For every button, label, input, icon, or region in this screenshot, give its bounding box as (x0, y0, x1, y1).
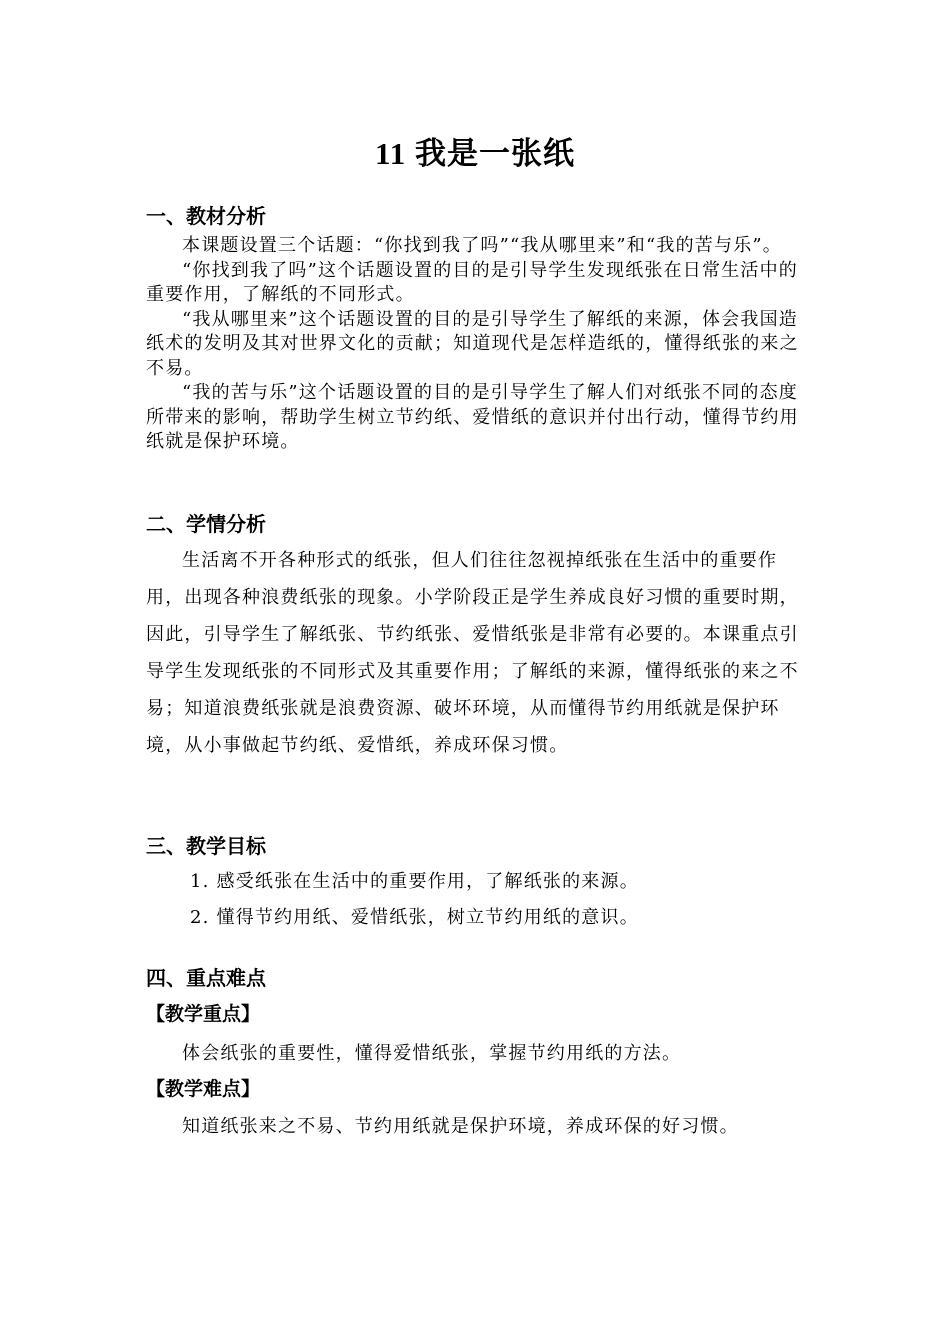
section-body-textbook-analysis (146, 234, 806, 455)
paragraph: “我从哪里来”这个话题设置的目的是引导学生了解纸的来源，体会我国造纸术的发明及其对世界文化的贡献；知道现代是怎样造纸的，懂得纸张的来之不易。 (146, 308, 799, 379)
paragraph: 知道纸张来之不易、节约用纸就是保护环境，养成环保的好习惯。 (182, 1116, 739, 1137)
key-points-body (146, 1036, 806, 1072)
goal-item: 1. 感受纸张在生活中的重要作用，了解纸张的来源。 (190, 871, 639, 892)
difficult-points-body (146, 1108, 806, 1145)
section-body-student-analysis (146, 542, 806, 764)
section-heading-textbook-analysis: 一、教材分析 (146, 204, 266, 228)
section-heading-key-difficult-points: 四、重点难点 (146, 966, 266, 990)
section-body-teaching-goals (146, 864, 806, 936)
paragraph: 体会纸张的重要性，懂得爱惜纸张，掌握节约用纸的方法。 (182, 1043, 682, 1064)
subheading-difficult-points: 【教学难点】 (146, 1078, 261, 1100)
paragraph: “你找到我了吗”这个话题设置的目的是引导学生发现纸张在日常生活中的重要作用，了解纸的不同形式。 (146, 259, 799, 305)
goal-item: 2. 懂得节约用纸、爱惜纸张，树立节约用纸的意识。 (190, 907, 639, 928)
subheading-key-points: 【教学重点】 (146, 1003, 261, 1025)
paragraph: 生活离不开各种形式的纸张，但人们往往忽视掉纸张在生活中的重要作用，出现各种浪费纸张的现象。小学阶段正是学生养成良好习惯的重要时期，因此，引导学生了解纸张、节约纸张、爱惜纸张是非常有必要的。本课重点引导学生发现纸张的不同形式及其重要作用；了解纸的来源，懂得纸张的来之不易；知道浪费纸张就是浪费资源、破坏环境，从而懂得节约用纸就是保护环境，从小事做起节约纸、爱惜纸，养成环保习惯。 (146, 550, 799, 756)
page-title: 11 我是一张纸 (374, 136, 576, 171)
paragraph: “我的苦与乐”这个话题设置的目的是引导学生了解人们对纸张不同的态度所带来的影响，帮助学生树立节约纸、爱惜纸的意识并付出行动，懂得节约用纸就是保护环境。 (146, 382, 799, 452)
paragraph: 本课题设置三个话题：“你找到我了吗”“我从哪里来”和“我的苦与乐”。 (182, 235, 783, 256)
section-heading-teaching-goals: 三、教学目标 (146, 834, 266, 858)
section-heading-student-analysis: 二、学情分析 (146, 512, 266, 536)
